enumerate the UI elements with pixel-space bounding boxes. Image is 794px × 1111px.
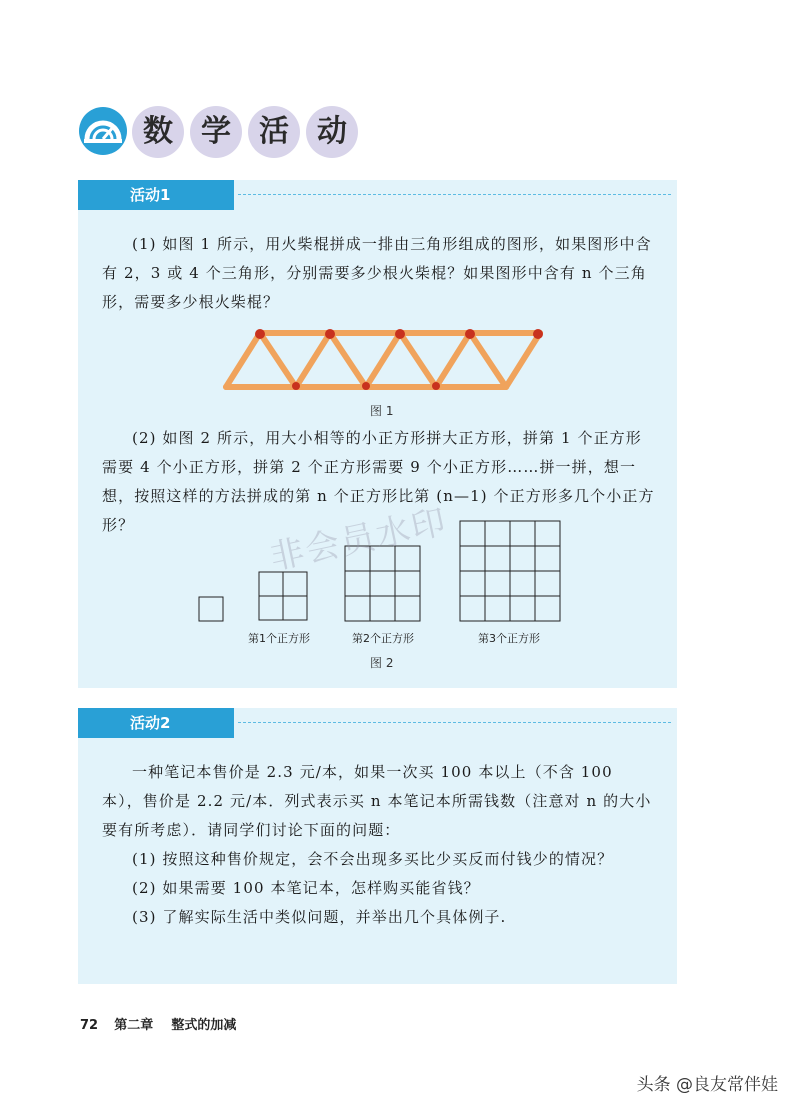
activity2-panel <box>78 708 677 984</box>
activity1-divider <box>238 194 671 195</box>
title-char-4: 动 <box>317 114 347 149</box>
chapter-label: 第二章 <box>114 1018 154 1033</box>
matchstick-figure <box>218 325 548 395</box>
activity2-item-2: (2) 如果需要 100 本笔记本，怎样购买能省钱？ <box>132 879 480 897</box>
title-char-2: 学 <box>201 114 231 149</box>
title-char-1: 数 <box>143 114 173 149</box>
activity2-divider <box>238 722 671 723</box>
math-activity-logo-icon <box>78 106 128 156</box>
page-footer <box>80 1014 236 1033</box>
figure1-caption: 图 1 <box>370 404 394 418</box>
question1-text: (1) 如图 1 所示，用火柴棍拼成一排由三角形组成的图形，如果图形中含有 2，3 或 4 个三角形，分别需要多少根火柴棍？如果图形中含有 n 个三角形，需要多少根火柴棍？ <box>102 235 652 311</box>
activity1-tab: 活动1 <box>78 180 234 210</box>
activity2-tab: 活动2 <box>78 708 234 738</box>
title-char-3: 活 <box>259 114 289 149</box>
figure2-caption: 图 2 <box>370 656 394 670</box>
question2-text: (2) 如图 2 所示，用大小相等的小正方形拼大正方形，拼第 1 个正方形需要 4 个小正方形，拼第 2 个正方形需要 9 个小正方形……拼一拼，想一想，按照这样的方法拼成的第 n 个正方形比第 (n—1) 个正方形多几个小正方形？ <box>102 429 655 534</box>
activity1-question1 <box>102 230 657 317</box>
square3-label: 第3个正方形 <box>478 632 540 645</box>
section-header <box>78 102 347 160</box>
activity2-item-1: (1) 按照这种售价规定，会不会出现多买比少买反而付钱少的情况？ <box>132 850 614 868</box>
activity2-item-3: (3) 了解实际生活中类似问题，并举出几个具体例子. <box>132 908 507 926</box>
source-credit: 头条 @良友常伴娃 <box>636 1075 778 1095</box>
square2-label: 第2个正方形 <box>352 632 414 645</box>
watermark: 非会员水印 <box>266 501 451 579</box>
square1-label: 第1个正方形 <box>248 632 310 645</box>
chapter-topic: 整式的加减 <box>171 1018 237 1033</box>
activity2-content <box>102 758 657 932</box>
activity1-panel <box>78 180 677 688</box>
activity2-intro: 一种笔记本售价是 2.3 元/本，如果一次买 100 本以上（不含 100 本），售价是 2.2 元/本．列式表示买 n 本笔记本所需钱数（注意对 n 的大小要有所考虑）．请同学们讨论下面的问题： <box>102 763 652 839</box>
page-number: 72 <box>80 1018 99 1033</box>
